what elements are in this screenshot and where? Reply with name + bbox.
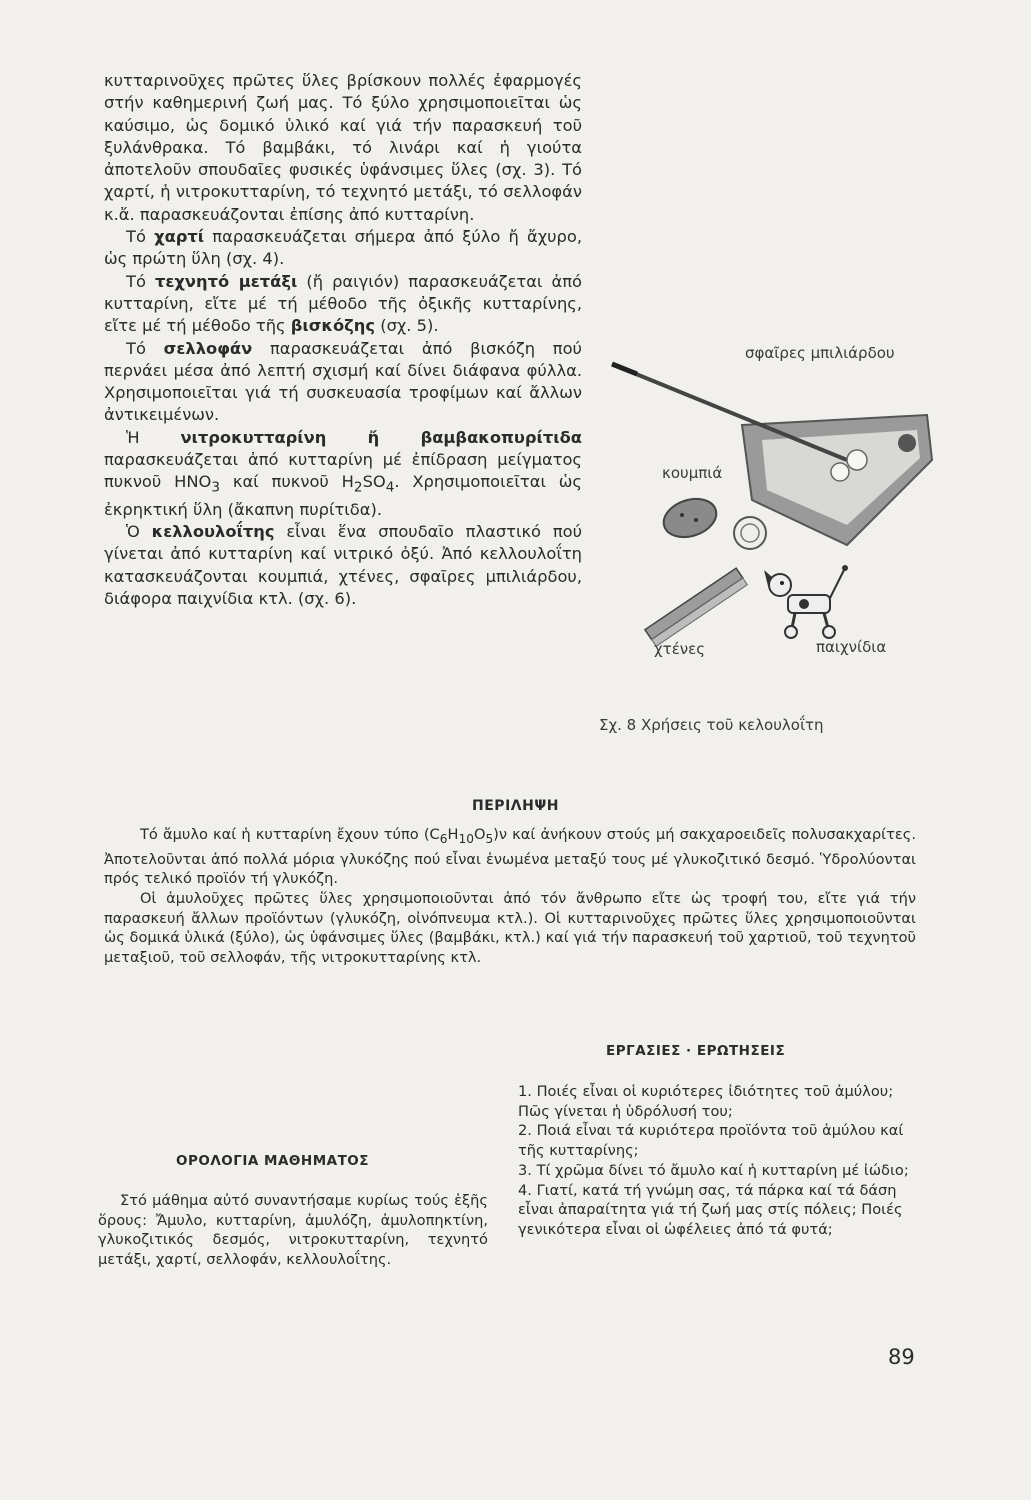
paragraph-artificial-silk — [104, 271, 582, 338]
billiard-ball — [847, 450, 867, 470]
text-span: Τό — [126, 227, 155, 247]
summary-heading: ΠΕΡΙΛΗΨΗ — [472, 798, 559, 814]
subscript: 10 — [458, 831, 474, 846]
text-span: καί πυκνοῦ H — [220, 472, 354, 492]
paragraph-paper — [104, 226, 582, 271]
term-artificial-silk: τεχνητό μετάξι — [154, 271, 298, 291]
exercise-item: 4. Γιατί, κατά τή γνώμη σας, τά πάρκα καί τά δάση εἶναι ἀπαραίτητα γιά τή ζωή μας στίς πόλεις; Ποιές γενικότερα εἶναι οἱ ὠφέλειες ἀπό τά φυτά; — [518, 1181, 903, 1238]
billiard-cue — [614, 365, 847, 460]
glossary-section — [98, 1191, 488, 1270]
comb — [645, 568, 747, 646]
glossary-paragraph: Στό μάθημα αὐτό συναντήσαμε κυρίως τούς ἑξῆς ὅρους: Ἄμυλο, κυτταρίνη, ἀμυλόζη, ἀμυλοπηκτίνη, γλυκοζιτικός δεσμός, νιτροκυτταρίνη, τεχνητό μετάξι, χαρτί, σελλοφάν, κελλουλοΐτης. — [98, 1192, 488, 1269]
toy-head — [769, 574, 791, 596]
glossary-heading: ΟΡΟΛΟΓΙΑ ΜΑΘΗΜΑΤΟΣ — [176, 1153, 369, 1169]
label-combs: χτένες — [654, 640, 706, 658]
subscript: 6 — [439, 831, 448, 846]
summary-paragraph: Οἱ ἀμυλοῦχες πρῶτες ὕλες χρησιμοποιοῦνται ἀπό τόν ἄνθρωπο εἴτε ὡς τροφή του, εἴτε γιά τήν παρασκευή ἄλλων προϊόντων (γλυκόζη, οἰνόπνευμα κτλ.). Οἱ κυτταρινοῦχες πρῶτες ὕλες χρησιμοποιοῦνται ὡς δομικά ὑλικά (ξύλο), ὡς ὑφάνσιμες ὕλες (βαμβάκι, κτλ.) καί γιά τήν παρασκευή τοῦ χαρτιοῦ, τοῦ τεχνητοῦ μεταξιοῦ, τοῦ σελλοφάν, τῆς νιτροκυτταρίνης κτλ. — [104, 890, 916, 967]
text-span: παρασκευάζεται ἀπό κυτταρίνη μέ ἐπίδραση μείγματος πυκνοῦ HNO — [104, 450, 582, 492]
button-oval — [659, 493, 721, 544]
paragraph-celluloid — [104, 521, 582, 610]
billiard-ball — [898, 434, 916, 452]
text-span: παρασκευάζεται ἀπό βισκόζη πού περνάει μέσα ἀπό λεπτή σχισμή καί δίνει διάφανα φύλλα. Χρησιμοποιεῖται γιά τή συσκευασία τροφίμων καί ἄλλων ἀντικειμένων. — [104, 338, 582, 425]
term-viscose: βισκόζης — [290, 316, 376, 336]
toy-dog — [764, 565, 848, 638]
summary-paragraph — [104, 825, 916, 889]
term-celluloid: κελλουλοΐτης — [151, 522, 275, 542]
figure-caption: Σχ. 8 Χρήσεις τοῦ κελουλοΐτη — [599, 716, 824, 734]
billiard-cue-tip — [612, 364, 637, 374]
summary-section — [104, 825, 916, 968]
term-cellophane: σελλοφάν — [163, 338, 253, 358]
toy-wheel — [785, 626, 797, 638]
figure-illustration — [592, 330, 937, 760]
button-round — [734, 517, 766, 549]
text-span: O — [473, 826, 486, 843]
text-span: (ἤ ραιγιόν) παρασκευάζεται ἀπό κυτταρίνη, εἴτε μέ τή μέθοδο τῆς ὀξικῆς κυτταρίνης, εἴτε μέ τή μέθοδο τῆς — [104, 271, 582, 336]
subscript: 5 — [485, 831, 494, 846]
text-span: παρασκευάζεται σήμερα ἀπό ξύλο ἤ ἄχυρο, ὡς πρώτη ὕλη (σχ. 4). — [104, 227, 582, 269]
exercises-list — [512, 1082, 910, 1240]
exercises-heading: ΕΡΓΑΣΙΕΣ · ΕΡΩΤΗΣΕΙΣ — [606, 1043, 786, 1059]
paragraph-nitrocellulose — [104, 427, 582, 521]
text-span: Ὁ — [126, 522, 152, 542]
text-span: SO — [362, 472, 386, 492]
button-hole — [680, 513, 684, 517]
paragraph-cellulose-uses: κυτταρινοῦχες πρῶτες ὕλες βρίσκουν πολλές ἐφαρμογές στήν καθημερινή ζωή μας. Τό ξύλο χρησιμοποιεῖται ὡς καύσιμο, ὡς δομικό ὑλικό καί γιά τήν παρασκευή τοῦ ξυλάνθρακα. Τό βαμβάκι, τό λινάρι καί ἡ γιούτα ἀποτελοῦν σπουδαῖες φυσικές ὑφάνσιμες ὕλες (σχ. 3). Τό χαρτί, ἡ νιτροκυτταρίνη, τό τεχνητό μετάξι, τό σελλοφάν κ.ἄ. παρασκευάζονται ἐπίσης ἀπό κυτταρίνη. — [104, 71, 582, 224]
term-paper: χαρτί — [154, 227, 205, 247]
toy-spot — [799, 599, 809, 609]
main-text-column — [104, 70, 582, 610]
button-hole — [694, 518, 698, 522]
text-span: )ν καί ἀνήκουν στούς μή σακχαροειδεῖς πολυσακχαρίτες. Ἀποτελοῦνται ἀπό πολλά μόρια γλυκόζης πού εἶναι ἑνωμένα μεταξύ τους μέ γλυκοζιτικό δεσμό. Ὑδρολύονται πρός τελικό προϊόν τή γλυκόζη. — [104, 826, 916, 888]
label-billiard-balls: σφαῖρες μπιλιάρδου — [745, 344, 895, 362]
figure-celluloid-uses — [592, 330, 937, 760]
text-span: Ἡ — [126, 427, 181, 447]
toy-eye — [780, 581, 784, 585]
label-toys: παιχνίδια — [816, 638, 887, 656]
exercise-item: 2. Ποιά εἶναι τά κυριότερα προϊόντα τοῦ ἀμύλου καί τῆς κυτταρίνης; — [518, 1122, 904, 1160]
text-span: Τό — [126, 338, 164, 358]
text-span: Τό ἄμυλο καί ἡ κυτταρίνη ἔχουν τύπο (C — [140, 826, 440, 843]
exercise-item: 1. Ποιές εἶναι οἱ κυριότερες ἰδιότητες τοῦ ἀμύλου; Πῶς γίνεται ἡ ὑδρόλυσή του; — [518, 1083, 894, 1120]
billiard-ball — [831, 463, 849, 481]
text-span: εἶναι ἕνα σπουδαῖο πλαστικό πού γίνεται ἀπό κυτταρίνη καί νιτρικό ὀξύ. Ἀπό κελλουλοΐτη κατασκευάζονται κουμπιά, χτένες, σφαῖρες μπιλιάρδου, διάφορα παιχνίδια κτλ. (σχ. 6). — [104, 522, 583, 609]
toy-wheel — [823, 626, 835, 638]
page-number: 89 — [888, 1345, 915, 1369]
toy-tail-tip — [842, 565, 848, 571]
subscript: 4 — [385, 479, 395, 496]
exercise-item: 3. Τί χρῶμα δίνει τό ἄμυλο καί ἡ κυτταρίνη μέ ἰώδιο; — [518, 1161, 909, 1179]
comb-teeth — [652, 578, 748, 646]
text-span: Τό — [126, 271, 155, 291]
subscript: 3 — [211, 479, 221, 496]
comb-spine — [645, 568, 743, 639]
label-buttons: κουμπιά — [662, 464, 723, 482]
text-span: H — [447, 826, 459, 843]
subscript: 2 — [353, 479, 363, 496]
paragraph-cellophane — [104, 338, 582, 427]
text-span: (σχ. 5). — [375, 316, 439, 336]
text-span: . Χρησιμοποιεῖται ὡς ἐκρηκτική ὕλη (ἄκαπνη πυρίτιδα). — [104, 472, 582, 519]
term-nitrocellulose: νιτροκυτταρίνη ἤ βαμβακοπυρίτιδα — [180, 427, 582, 447]
toy-tail — [830, 570, 844, 598]
